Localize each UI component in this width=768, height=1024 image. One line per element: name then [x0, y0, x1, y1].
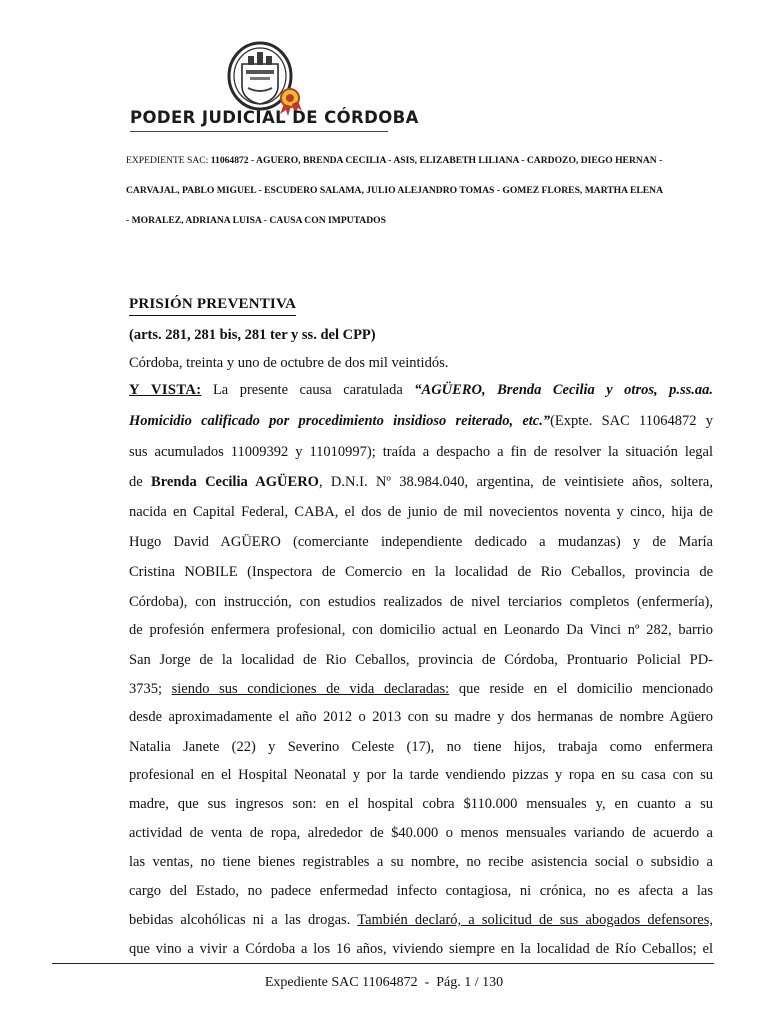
body-line-19: [129, 911, 713, 929]
body-line-1: [129, 381, 713, 399]
underlined-phrase: siendo sus condiciones de vida declaradas:: [171, 681, 450, 697]
organization-underline: [130, 131, 388, 132]
case-header-label: EXPEDIENTE SAC:: [126, 155, 209, 166]
body-text: (Expte. SAC 11064872 y: [550, 413, 713, 429]
defendant-name: Brenda Cecilia AGÜERO: [151, 474, 319, 490]
case-header-line-2: [126, 185, 726, 196]
body-line-5: nacida en Capital Federal, CABA, el dos de junio de mil novecientos noventa y cinco, hija de: [129, 504, 713, 520]
document-date: Córdoba, treinta y uno de octubre de dos mil veintidós.: [129, 355, 449, 371]
case-header-line-1: [126, 155, 726, 166]
case-title-part-1: “AGÜERO, Brenda Cecilia y otros, p.ss.aa.: [414, 382, 714, 398]
document-title: PRISIÓN PREVENTIVA: [129, 296, 296, 316]
body-line-3: sus acumulados 11009392 y 11010997); traída a despacho a fin de resolver la situación legal: [129, 444, 713, 460]
body-line-14: profesional en el Hospital Neonatal y por la tarde vendiendo pizzas y ropa en su casa con su: [129, 767, 713, 783]
body-line-9: de profesión enfermera profesional, con domicilio actual en Leonardo Da Vinci nº 282, barrio: [129, 622, 713, 638]
body-line-13: Natalia Janete (22) y Severino Celeste (17), no tiene hijos, trabaja como enfermera: [129, 739, 713, 755]
y-vista-label: Y VISTA:: [129, 382, 202, 398]
body-line-10: San Jorge de la localidad de Rio Ceballos, provincia de Córdoba, Prontuario Policial PD-: [129, 652, 713, 668]
body-line-16: actividad de venta de ropa, alrededor de $40.000 o menos mensuales variando de acuerdo a: [129, 825, 713, 841]
body-line-7: Cristina NOBILE (Inspectora de Comercio en la localidad de Rio Ceballos, provincia de: [129, 564, 713, 580]
footer-divider: [52, 963, 714, 964]
body-line-15: madre, que sus ingresos son: en el hospital cobra $110.000 mensuales y, en cuanto a su: [129, 796, 713, 812]
coat-of-arms-seal-icon: [224, 40, 308, 116]
body-line-8: Córdoba), con instrucción, con estudios realizados de nivel terciarios completos (enfermería),: [129, 594, 713, 610]
case-header-text-1: 11064872 - AGUERO, BRENDA CECILIA - ASIS, ELIZABETH LILIANA - CARDOZO, DIEGO HERNAN -: [210, 155, 663, 166]
case-header-line-3: [126, 215, 726, 226]
body-text: bebidas alcohólicas ni a las drogas.: [129, 912, 351, 928]
body-text: La presente causa caratulada: [212, 382, 403, 398]
page-footer: Expediente SAC 11064872 - Pág. 1 / 130: [264, 975, 504, 990]
body-text: de: [129, 474, 143, 490]
case-title-part-2: Homicidio calificado por procedimiento insidioso reiterado, etc.”: [129, 413, 551, 429]
body-line-11: [129, 680, 713, 698]
underlined-phrase: También declaró, a solicitud de sus abogados defensores,: [357, 912, 713, 928]
body-line-2: [129, 412, 713, 430]
body-text: que reside en el domicilio mencionado: [458, 681, 714, 697]
body-text: , D.N.I. Nº 38.984.040, argentina, de veintisiete años, soltera,: [318, 474, 713, 490]
case-header-text-2: CARVAJAL, PABLO MIGUEL - ESCUDERO SALAMA, JULIO ALEJANDRO TOMAS - GOMEZ FLORES, MARTHA ELENA: [126, 185, 663, 196]
document-subtitle: (arts. 281, 281 bis, 281 ter y ss. del CPP): [129, 327, 376, 343]
body-line-17: las ventas, no tiene bienes registrables a su nombre, no recibe asistencia social o subsidio a: [129, 854, 713, 870]
body-line-4: [129, 473, 713, 491]
body-line-20: que vino a vivir a Córdoba a los 16 años, viviendo siempre en la localidad de Río Ceballos; el: [129, 941, 713, 957]
body-line-12: desde aproximadamente el año 2012 o 2013 con su madre y dos hermanas de nombre Agüero: [129, 709, 713, 725]
body-line-6: Hugo David AGÜERO (comerciante independiente dedicado a mudanzas) y de María: [129, 534, 713, 550]
organization-name: PODER JUDICIAL DE CÓRDOBA: [130, 108, 419, 127]
body-text: 3735;: [129, 681, 163, 697]
body-line-18: cargo del Estado, no padece enfermedad infecto contagiosa, ni crónica, no es afecta a las: [129, 883, 713, 899]
case-header-text-3: - MORALEZ, ADRIANA LUISA - CAUSA CON IMPUTADOS: [126, 215, 386, 226]
